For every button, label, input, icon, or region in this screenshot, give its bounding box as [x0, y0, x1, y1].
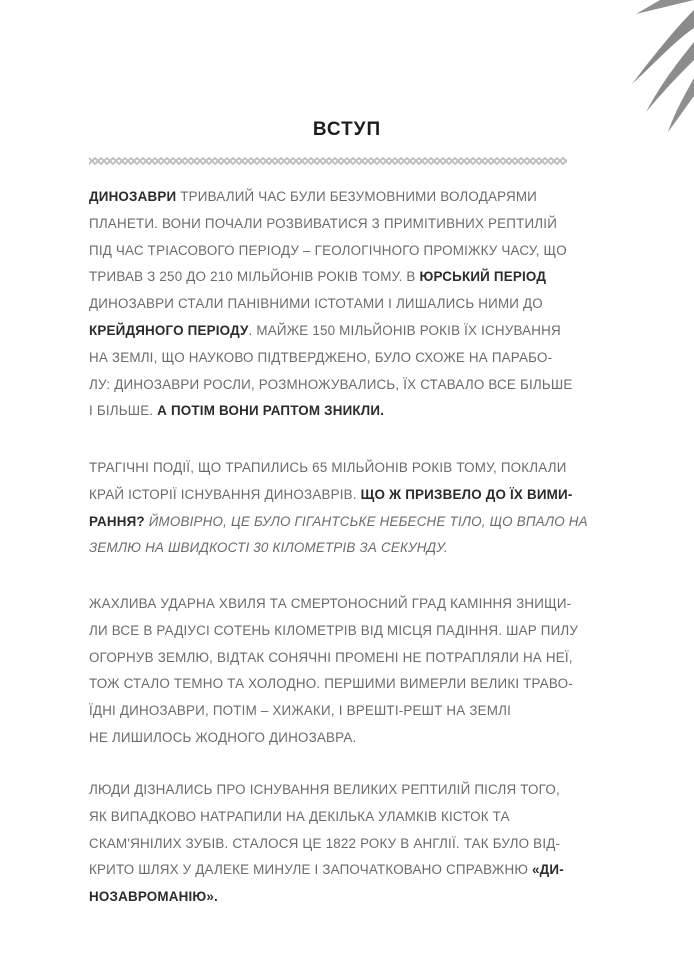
body-text: КРИТО ШЛЯХ У ДАЛЕКЕ МИНУЛЕ І ЗАПОЧАТКОВАНО СПРАВЖНЮ: [89, 862, 533, 878]
text-line: НЕ ЛИШИЛОСЬ ЖОДНОГО ДИНОЗАВРА.: [89, 729, 357, 745]
text-line: ПІД ЧАС ТРІАСОВОГО ПЕРІОДУ – ГЕОЛОГІЧНОГО ПРОМІЖКУ ЧАСУ, ЩО: [89, 242, 567, 258]
zigzag-divider: [89, 157, 567, 165]
emphasis-text: ДИНОЗАВРИ: [89, 189, 177, 204]
text-line: ЖАХЛИВА УДАРНА ХВИЛЯ ТА СМЕРТОНОСНИЙ ГРАД КАМІННЯ ЗНИЩИ-: [89, 596, 572, 611]
text-line: ЛУ: ДИНОЗАВРИ РОСЛИ, РОЗМНОЖУВАЛИСЬ, ЇХ СТАВАЛО ВСЕ БІЛЬШЕ: [89, 376, 573, 392]
text-line: [89, 184, 569, 211]
emphasis-text: «ДИ-: [532, 862, 564, 878]
text-line: ЛЮДИ ДІЗНАЛИСЬ ПРО ІСНУВАННЯ ВЕЛИКИХ РЕПТИЛІЙ ПІСЛЯ ТОГО,: [89, 782, 560, 797]
text-line: НОЗАВРОМАНІЮ».: [89, 889, 218, 905]
text-line: [89, 318, 569, 345]
paragraph-2: [89, 455, 588, 562]
text-line: ТРАГІЧНІ ПОДІЇ, ЩО ТРАПИЛИСЬ 65 МІЛЬЙОНІВ РОКІВ ТОМУ, ПОКЛАЛИ: [89, 460, 567, 475]
text-line: [89, 264, 569, 291]
body-text: ТРИВАЛИЙ ЧАС БУЛИ БЕЗУМОВНИМИ ВОЛОДАРЯМИ: [176, 189, 538, 204]
emphasis-text: КРЕЙДЯНОГО ПЕРІОДУ: [89, 322, 249, 338]
text-line: ЗЕМЛЮ НА ШВИДКОСТІ 30 КІЛОМЕТРІВ ЗА СЕКУНДУ.: [89, 540, 448, 556]
text-line: СКАМ'ЯНІЛИХ ЗУБІВ. СТАЛОСЯ ЦЕ 1822 РОКУ В АНГЛІЇ. ТАК БУЛО ВІД-: [89, 835, 561, 851]
emphasis-text: РАННЯ?: [89, 513, 145, 529]
emphasis-text: А ПОТІМ ВОНИ РАПТОМ ЗНИКЛИ.: [157, 403, 385, 419]
text-line: ТОЖ СТАЛО ТЕМНО ТА ХОЛОДНО. ПЕРШИМИ ВИМЕРЛИ ВЕЛИКІ ТРАВО-: [89, 676, 573, 692]
text-line: ДИНОЗАВРИ СТАЛИ ПАНІВНИМИ ІСТОТАМИ І ЛИШАЛИСЬ НИМИ ДО: [89, 296, 543, 312]
text-line: ЛИ ВСЕ В РАДІУСІ СОТЕНЬ КІЛОМЕТРІВ ВІД МІСЦЯ ПАДІННЯ. ШАР ПИЛУ: [89, 622, 579, 638]
italic-text: ЙМОВІРНО, ЦЕ БУЛО ГІГАНТСЬКЕ НЕБЕСНЕ ТІЛО, ЩО ВПАЛО НА: [144, 513, 588, 529]
text-line: ЯК ВИПАДКОВО НАТРАПИЛИ НА ДЕКІЛЬКА УЛАМКІВ КІСТОК ТА: [89, 808, 510, 824]
text-line: ЇДНІ ДИНОЗАВРИ, ПОТІМ – ХИЖАКИ, І ВРЕШТІ-РЕШТ НА ЗЕМЛІ: [89, 703, 512, 719]
emphasis-text: ЩО Ж ПРИЗВЕЛО ДО ЇХ ВИМИ-: [360, 486, 573, 502]
text-line: [89, 509, 588, 536]
text-line: НА ЗЕМЛІ, ЩО НАУКОВО ПІДТВЕРДЖЕНО, БУЛО СХОЖЕ НА ПАРАБО-: [89, 349, 553, 365]
text-line: [89, 398, 569, 425]
body-text: І БІЛЬШЕ.: [89, 403, 158, 419]
body-text: КРАЙ ІСТОРІЇ ІСНУВАННЯ ДИНОЗАВРІВ.: [89, 486, 361, 502]
page-title: ВСТУП: [312, 119, 382, 140]
text-line: [89, 482, 573, 509]
paragraph-1: [89, 184, 573, 425]
text-line: [89, 857, 569, 884]
paragraph-4: [89, 777, 569, 911]
text-line: ПЛАНЕТИ. ВОНИ ПОЧАЛИ РОЗВИВАТИСЯ З ПРИМІТИВНИХ РЕПТИЛІЙ: [89, 215, 558, 231]
text-line: ОГОРНУВ ЗЕМЛЮ, ВІДТАК СОНЯЧНІ ПРОМЕНІ НЕ ПОТРАПЛЯЛИ НА НЕЇ,: [89, 649, 573, 665]
body-text: ТРИВАВ З 250 ДО 210 МІЛЬЙОНІВ РОКІВ ТОМУ. В: [89, 269, 420, 285]
body-text: . МАЙЖЕ 150 МІЛЬЙОНІВ РОКІВ ЇХ ІСНУВАННЯ: [248, 322, 561, 338]
paragraph-3: [89, 591, 579, 752]
emphasis-text: ЮРСЬКИЙ ПЕРІОД: [419, 269, 547, 285]
